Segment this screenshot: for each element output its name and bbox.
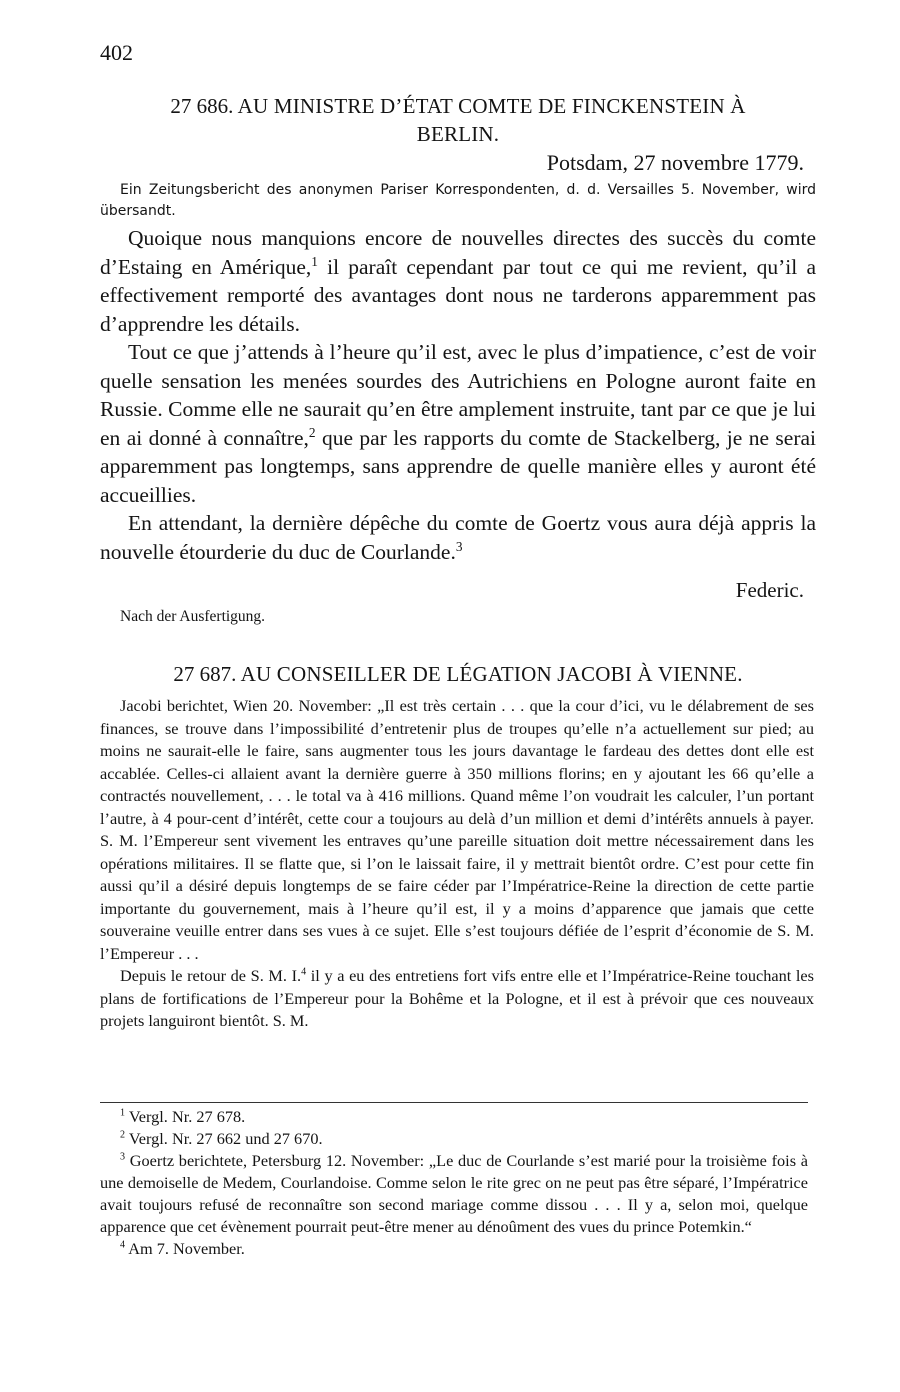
footnote <box>100 1238 808 1260</box>
footnote-ref[interactable]: 2 <box>308 424 316 440</box>
footnote-mark: 3 <box>120 1151 126 1163</box>
body-paragraph <box>100 509 816 566</box>
letter-heading-text: AU MINISTRE D’ÉTAT COMTE DE FINCKENSTEIN À <box>237 94 746 118</box>
paragraph-text: il paraît cependant par tout ce qui me revient, qu’il a effectivement remporté des avantages dont nous ne tarderons apparemment pas d’apprendre les détails. <box>100 254 816 336</box>
body-paragraph <box>100 224 816 338</box>
letter-summary: Ein Zeitungsbericht des anonymen Pariser Korrespondenten, d. d. Versailles 5. November, wird übersandt. <box>100 182 816 219</box>
footnote-text: Vergl. Nr. 27 678. <box>128 1107 246 1126</box>
letter-heading-27686 <box>100 92 816 148</box>
footnotes <box>100 1106 808 1260</box>
report-text <box>100 695 814 1033</box>
footnote <box>100 1128 808 1150</box>
paragraph-text: Quoique nous manquions encore de nouvelles directes des succès du comte d’Estaing en Amérique, <box>100 226 816 279</box>
dateline: Potsdam, 27 novembre 1779. <box>546 150 804 175</box>
report-paragraph: Jacobi berichtet, Wien 20. November: „Il est très certain . . . que la cour d’ici, vu le délabrement de ses finances, se trouve dans l’impossibilité d’entretenir plus de troupes qu’elle n’a actuellement sur pied; au moins ne saurait-elle le faire, sans augmenter tous les jours davantage le fardeau des dettes dont elle est accablée. Celles-ci allaient avant la dernière guerre à 350 millions florins; en y ajoutant les 66 qu’elle a contractés nouvellement, . . . le total va à 416 millions. Quand même l’on voudrait les calculer, l’un portant l’autre, à 4 pour-cent d’intérêt, cette cour a toujours au delà d’un million et demi d’intérêts annuels à payer. S. M. l’Empereur sent vivement les entraves qu’une pareille situation doit mettre nécessairement dans les opérations militaires. Il se flatte que, si l’on le laissait faire, il y mettrait bientôt ordre. C’est pour cette fin aussi qu’il a désiré depuis longtemps de se faire céder par l’Impératrice-Reine la direction de cette partie importante du gouvernement, mais à l’heure qu’il est, il y a moins d’apparence que jamais que cette souveraine veuille entrer dans ses vues à ce sujet. Elle s’est toujours défiée de l’esprit d’économie de S. M. l’Empereur . . . <box>100 696 814 963</box>
footnote-text: Am 7. November. <box>128 1239 245 1258</box>
footnote <box>100 1150 808 1238</box>
paragraph-text: En attendant, la dernière dépêche du comte de Goertz vous aura déjà appris la nouvelle étourderie du duc de Courlande. <box>100 511 816 564</box>
footnote-text: Goertz berichtete, Petersburg 12. November: „Le duc de Courlande s’est marié pour la troisième fois à une demoiselle de Medem, Courlandoise. Comme selon le rite grec on ne peut pas être séparé, l’Impératrice avait toujours refusé de reconnaître son second mariage comme dissou . . . Il y a, selon moi, quelque apparence que cet évènement pourrait peut-être mener au dénoûment des vues du prince Potemkin.“ <box>100 1151 808 1236</box>
letter-heading-line2: BERLIN. <box>416 122 500 146</box>
paragraph-text: il y a eu des entretiens fort vifs entre elle et l’Impératrice-Reine touchant les plans de fortifications de l’Empereur pour la Bohême et la Pologne, et il est à prévoir que ces nouveaux projets languiront bientôt. S. M. <box>100 966 814 1030</box>
report-paragraph <box>100 965 814 1033</box>
footnote-divider <box>100 1102 808 1103</box>
letter-number: 27 687. <box>173 662 237 686</box>
body-paragraph <box>100 338 816 509</box>
footnote-mark: 1 <box>120 1107 126 1119</box>
letter-heading-text: AU CONSEILLER DE LÉGATION JACOBI À VIENNE. <box>240 662 743 686</box>
footnote-text: Vergl. Nr. 27 662 und 27 670. <box>128 1129 323 1148</box>
paragraph-text: Tout ce que j’attends à l’heure qu’il est, avec le plus d’impatience, c’est de voir quelle sensation les menées sourdes des Autrichiens en Pologne auront faite en Russie. Comme elle ne saurait qu’en être amplement instruite, tant par ce que je lui en ai donné à connaître, <box>100 340 816 450</box>
signature: Federic. <box>735 578 804 602</box>
letter-number: 27 686. <box>170 94 234 118</box>
footnote-ref[interactable]: 4 <box>301 966 307 978</box>
letter-heading-line1 <box>100 92 816 120</box>
footnote <box>100 1106 808 1128</box>
letter-body <box>100 224 816 566</box>
paragraph-text: que par les rapports du comte de Stackelberg, je ne serai apparemment pas longtemps, sans apprendre de quelle manière elles y auront été accueillies. <box>100 425 816 507</box>
footnote-ref[interactable]: 3 <box>455 538 463 554</box>
letter-heading-27687 <box>100 660 816 688</box>
footnote-mark: 2 <box>120 1129 126 1141</box>
paragraph-text: Depuis le retour de S. M. I. <box>120 966 302 985</box>
footnote-ref[interactable]: 1 <box>311 253 318 269</box>
page-number: 402 <box>100 40 133 65</box>
source-note: Nach der Ausfertigung. <box>120 608 266 625</box>
footnote-mark: 4 <box>120 1239 126 1251</box>
